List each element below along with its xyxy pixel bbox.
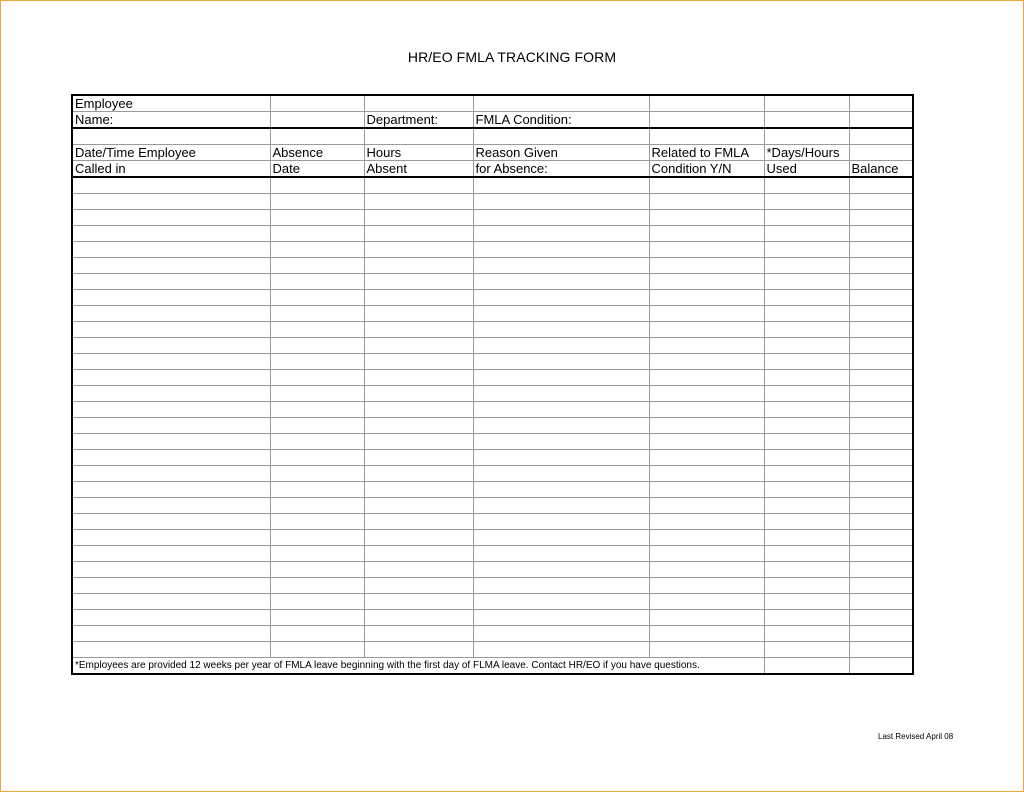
entry-cell[interactable] <box>364 546 473 562</box>
entry-cell[interactable] <box>270 418 364 434</box>
entry-cell[interactable] <box>849 498 913 514</box>
table-row <box>72 242 913 258</box>
entry-cell[interactable] <box>849 242 913 258</box>
header-balance-line1 <box>849 145 913 161</box>
entry-cell[interactable] <box>764 258 849 274</box>
entry-cell[interactable] <box>764 370 849 386</box>
entry-cell[interactable] <box>473 562 649 578</box>
entry-cell[interactable] <box>270 370 364 386</box>
entry-cell[interactable] <box>473 177 649 194</box>
entry-cell[interactable] <box>473 210 649 226</box>
entry-cell[interactable] <box>72 242 270 258</box>
entry-cell[interactable] <box>849 402 913 418</box>
entry-cell[interactable] <box>764 514 849 530</box>
fmla-condition-label: FMLA Condition: <box>473 112 649 129</box>
entry-cell[interactable] <box>849 226 913 242</box>
table-row <box>72 402 913 418</box>
entry-cell[interactable] <box>473 626 649 642</box>
table-row <box>72 306 913 322</box>
entry-cell[interactable] <box>849 322 913 338</box>
entry-cell[interactable] <box>764 338 849 354</box>
entry-cell[interactable] <box>72 514 270 530</box>
entry-cell[interactable] <box>364 466 473 482</box>
table-row <box>72 322 913 338</box>
entry-cell[interactable] <box>72 450 270 466</box>
entry-cell[interactable] <box>849 274 913 290</box>
entry-cell[interactable] <box>72 306 270 322</box>
header-related-line1: Related to FMLA <box>649 145 764 161</box>
entry-cell[interactable] <box>473 482 649 498</box>
entry-cell[interactable] <box>473 194 649 210</box>
entry-cell[interactable] <box>649 338 764 354</box>
entry-cell[interactable] <box>270 482 364 498</box>
entry-cell[interactable] <box>364 177 473 194</box>
entry-cell[interactable] <box>270 338 364 354</box>
entry-cell[interactable] <box>270 642 364 658</box>
table-row <box>72 626 913 642</box>
entry-cell[interactable] <box>270 546 364 562</box>
entry-cell[interactable] <box>72 274 270 290</box>
entry-cell[interactable] <box>270 594 364 610</box>
entry-cell[interactable] <box>364 450 473 466</box>
entry-cell[interactable] <box>764 466 849 482</box>
entry-cell[interactable] <box>364 626 473 642</box>
header-absence-line2: Date <box>270 161 364 178</box>
entry-cell[interactable] <box>649 626 764 642</box>
table-row <box>72 418 913 434</box>
entry-cell[interactable] <box>473 306 649 322</box>
entry-cell[interactable] <box>649 482 764 498</box>
entry-cell[interactable] <box>72 226 270 242</box>
entry-cell[interactable] <box>849 546 913 562</box>
entry-cell[interactable] <box>473 226 649 242</box>
entry-cell[interactable] <box>649 177 764 194</box>
entry-cell[interactable] <box>649 306 764 322</box>
column-header-row-1 <box>72 145 913 161</box>
header-hours-line1: Hours <box>364 145 473 161</box>
entry-cell[interactable] <box>364 322 473 338</box>
entry-cell[interactable] <box>849 290 913 306</box>
entry-cell[interactable] <box>364 354 473 370</box>
entry-cell[interactable] <box>473 354 649 370</box>
entry-cell[interactable] <box>72 434 270 450</box>
table-row <box>72 434 913 450</box>
entry-cell[interactable] <box>764 610 849 626</box>
entry-cell[interactable] <box>849 626 913 642</box>
table-row <box>72 578 913 594</box>
entry-cell[interactable] <box>270 322 364 338</box>
entry-cell[interactable] <box>473 610 649 626</box>
entry-cell[interactable] <box>764 482 849 498</box>
entry-cell[interactable] <box>649 642 764 658</box>
spacer-row <box>72 128 913 145</box>
employee-row-2 <box>72 112 913 129</box>
entry-cell[interactable] <box>649 466 764 482</box>
entry-cell[interactable] <box>649 386 764 402</box>
entry-cell[interactable] <box>649 290 764 306</box>
table-row <box>72 642 913 658</box>
entry-cell[interactable] <box>849 210 913 226</box>
entry-cell[interactable] <box>764 242 849 258</box>
entry-cell[interactable] <box>72 370 270 386</box>
entry-cell[interactable] <box>764 530 849 546</box>
entry-cell[interactable] <box>849 578 913 594</box>
entry-cell[interactable] <box>72 210 270 226</box>
entry-cell[interactable] <box>473 386 649 402</box>
entry-cell[interactable] <box>364 194 473 210</box>
entry-cell[interactable] <box>473 466 649 482</box>
entry-cell[interactable] <box>849 258 913 274</box>
entry-cell[interactable] <box>473 370 649 386</box>
entry-cell[interactable] <box>72 322 270 338</box>
entry-cell[interactable] <box>649 610 764 626</box>
entry-cell[interactable] <box>270 402 364 418</box>
employee-row-1 <box>72 95 913 112</box>
entry-cell[interactable] <box>849 482 913 498</box>
entry-cell[interactable] <box>364 594 473 610</box>
entry-cell[interactable] <box>473 338 649 354</box>
entry-cell[interactable] <box>849 514 913 530</box>
entry-cell[interactable] <box>649 210 764 226</box>
entry-cell[interactable] <box>473 434 649 450</box>
entry-cell[interactable] <box>764 642 849 658</box>
entry-cell[interactable] <box>649 578 764 594</box>
entry-cell[interactable] <box>649 194 764 210</box>
entry-cell[interactable] <box>270 466 364 482</box>
entry-cell[interactable] <box>364 386 473 402</box>
entry-cell[interactable] <box>364 418 473 434</box>
entry-cell[interactable] <box>72 594 270 610</box>
table-row <box>72 370 913 386</box>
entry-cell[interactable] <box>72 338 270 354</box>
entry-cell[interactable] <box>270 626 364 642</box>
entry-cell[interactable] <box>473 546 649 562</box>
entry-cell[interactable] <box>649 370 764 386</box>
entry-cell[interactable] <box>764 210 849 226</box>
entry-cell[interactable] <box>849 177 913 194</box>
entry-cell[interactable] <box>72 402 270 418</box>
entry-cell[interactable] <box>364 482 473 498</box>
employee-label-line1: Employee <box>72 95 270 112</box>
entry-cell[interactable] <box>764 578 849 594</box>
entry-cell[interactable] <box>473 290 649 306</box>
entry-cell[interactable] <box>764 226 849 242</box>
entry-cell[interactable] <box>364 562 473 578</box>
entry-cell[interactable] <box>764 354 849 370</box>
entry-cell[interactable] <box>72 482 270 498</box>
column-header-row-2 <box>72 161 913 178</box>
entry-cell[interactable] <box>270 610 364 626</box>
entry-cell[interactable] <box>849 610 913 626</box>
entry-cell[interactable] <box>649 450 764 466</box>
header-hours-line2: Absent <box>364 161 473 178</box>
table-row <box>72 562 913 578</box>
entry-cell[interactable] <box>270 226 364 242</box>
entry-cell[interactable] <box>72 258 270 274</box>
fmla-tracking-table <box>71 94 914 675</box>
entry-cell[interactable] <box>849 418 913 434</box>
table-row <box>72 594 913 610</box>
entry-cell[interactable] <box>649 258 764 274</box>
entry-cell[interactable] <box>764 418 849 434</box>
table-row <box>72 498 913 514</box>
entry-cell[interactable] <box>364 226 473 242</box>
table-row <box>72 482 913 498</box>
entry-cell[interactable] <box>649 546 764 562</box>
entry-cell[interactable] <box>849 338 913 354</box>
entry-cell[interactable] <box>764 498 849 514</box>
entry-cell[interactable] <box>270 578 364 594</box>
entry-cell[interactable] <box>849 306 913 322</box>
entry-cell[interactable] <box>649 226 764 242</box>
entry-cell[interactable] <box>473 514 649 530</box>
entry-cell[interactable] <box>764 546 849 562</box>
entry-cell[interactable] <box>72 562 270 578</box>
entry-cell[interactable] <box>649 354 764 370</box>
table-row <box>72 450 913 466</box>
entry-cell[interactable] <box>364 370 473 386</box>
entry-cell[interactable] <box>649 594 764 610</box>
entry-cell[interactable] <box>473 594 649 610</box>
entry-cell[interactable] <box>364 498 473 514</box>
entry-cell[interactable] <box>270 242 364 258</box>
entry-cell[interactable] <box>364 434 473 450</box>
table-row <box>72 466 913 482</box>
entry-cell[interactable] <box>764 562 849 578</box>
entry-cell[interactable] <box>649 434 764 450</box>
entry-cell[interactable] <box>849 434 913 450</box>
entry-cell[interactable] <box>72 290 270 306</box>
entry-cell[interactable] <box>364 578 473 594</box>
entry-cell[interactable] <box>649 418 764 434</box>
table-row <box>72 514 913 530</box>
entry-cell[interactable] <box>72 418 270 434</box>
footnote: *Employees are provided 12 weeks per year of FMLA leave beginning with the first day of FLMA leave. Contact HR/EO if you have questions. <box>72 658 764 675</box>
entry-cell[interactable] <box>270 514 364 530</box>
header-balance-line2: Balance <box>849 161 913 178</box>
entry-cell[interactable] <box>764 594 849 610</box>
entry-cell[interactable] <box>764 274 849 290</box>
entry-cell[interactable] <box>364 514 473 530</box>
entry-cell[interactable] <box>473 418 649 434</box>
entry-cell[interactable] <box>764 322 849 338</box>
table-row <box>72 258 913 274</box>
entry-cell[interactable] <box>364 530 473 546</box>
entry-cell[interactable] <box>72 530 270 546</box>
entry-cell[interactable] <box>270 562 364 578</box>
table-row <box>72 274 913 290</box>
entry-cell[interactable] <box>849 370 913 386</box>
entry-cell[interactable] <box>270 434 364 450</box>
entry-cell[interactable] <box>764 194 849 210</box>
entry-cell[interactable] <box>473 578 649 594</box>
entry-cell[interactable] <box>473 322 649 338</box>
form-title: HR/EO FMLA TRACKING FORM <box>407 49 617 65</box>
table-row <box>72 546 913 562</box>
entry-cell[interactable] <box>764 434 849 450</box>
entry-cell[interactable] <box>364 210 473 226</box>
entry-cell[interactable] <box>270 177 364 194</box>
table-row <box>72 194 913 210</box>
entry-cell[interactable] <box>649 242 764 258</box>
entry-cell[interactable] <box>72 386 270 402</box>
entry-cell[interactable] <box>849 386 913 402</box>
entry-cell[interactable] <box>270 306 364 322</box>
entry-cell[interactable] <box>473 642 649 658</box>
header-days-hours-line2: Used <box>764 161 849 178</box>
entry-cell[interactable] <box>649 514 764 530</box>
entry-cell[interactable] <box>364 642 473 658</box>
entry-cell[interactable] <box>849 562 913 578</box>
table-row <box>72 530 913 546</box>
entry-cell[interactable] <box>849 450 913 466</box>
entry-cell[interactable] <box>72 194 270 210</box>
footnote-row <box>72 658 913 675</box>
entry-cell[interactable] <box>270 498 364 514</box>
header-absence-line1: Absence <box>270 145 364 161</box>
header-date-time-line1: Date/Time Employee <box>72 145 270 161</box>
header-reason-line2: for Absence: <box>473 161 649 178</box>
entry-cell[interactable] <box>764 386 849 402</box>
header-reason-line1: Reason Given <box>473 145 649 161</box>
last-revised: Last Revised April 08 <box>878 732 954 741</box>
entry-cell[interactable] <box>764 177 849 194</box>
entry-cell[interactable] <box>364 402 473 418</box>
entry-cell[interactable] <box>849 530 913 546</box>
entry-cell[interactable] <box>849 466 913 482</box>
entry-cell[interactable] <box>72 546 270 562</box>
entry-cell[interactable] <box>473 530 649 546</box>
header-days-hours-line1: *Days/Hours <box>764 145 849 161</box>
entry-cell[interactable] <box>72 626 270 642</box>
entry-cell[interactable] <box>270 274 364 290</box>
table-row <box>72 177 913 194</box>
entry-cell[interactable] <box>849 642 913 658</box>
entry-cell[interactable] <box>364 258 473 274</box>
entry-cell[interactable] <box>764 306 849 322</box>
table-row <box>72 226 913 242</box>
entry-cell[interactable] <box>270 290 364 306</box>
table-row <box>72 338 913 354</box>
table-row <box>72 610 913 626</box>
entry-cell[interactable] <box>473 498 649 514</box>
employee-name-field[interactable] <box>270 112 364 129</box>
entry-cell[interactable] <box>849 194 913 210</box>
entry-cell[interactable] <box>473 258 649 274</box>
entry-cell[interactable] <box>270 354 364 370</box>
entry-cell[interactable] <box>764 450 849 466</box>
entry-cell[interactable] <box>270 210 364 226</box>
entry-cell[interactable] <box>270 450 364 466</box>
entry-cell[interactable] <box>270 530 364 546</box>
entry-cell[interactable] <box>849 354 913 370</box>
entry-cell[interactable] <box>270 258 364 274</box>
entry-cell[interactable] <box>473 274 649 290</box>
entry-cell[interactable] <box>649 402 764 418</box>
fmla-condition-field[interactable] <box>649 112 764 129</box>
entry-cell[interactable] <box>270 194 364 210</box>
entry-cell[interactable] <box>72 466 270 482</box>
entry-cell[interactable] <box>364 338 473 354</box>
entry-cell[interactable] <box>649 562 764 578</box>
entry-cell[interactable] <box>473 242 649 258</box>
entry-cell[interactable] <box>764 402 849 418</box>
entry-cell[interactable] <box>649 274 764 290</box>
entry-cell[interactable] <box>649 530 764 546</box>
entry-cell[interactable] <box>649 498 764 514</box>
table-row <box>72 210 913 226</box>
entry-cell[interactable] <box>364 610 473 626</box>
entry-cell[interactable] <box>764 626 849 642</box>
entry-cell[interactable] <box>649 322 764 338</box>
entry-cell[interactable] <box>72 642 270 658</box>
entry-cell[interactable] <box>72 610 270 626</box>
header-related-line2: Condition Y/N <box>649 161 764 178</box>
entry-cell[interactable] <box>72 177 270 194</box>
header-date-time-line2: Called in <box>72 161 270 178</box>
employee-label-line2: Name: <box>72 112 270 129</box>
table-row <box>72 386 913 402</box>
entry-cell[interactable] <box>473 402 649 418</box>
entry-cell[interactable] <box>364 306 473 322</box>
entry-cell[interactable] <box>364 274 473 290</box>
entry-cell[interactable] <box>364 290 473 306</box>
table-row <box>72 290 913 306</box>
department-label: Department: <box>364 112 473 129</box>
entry-cell[interactable] <box>72 498 270 514</box>
entry-cell[interactable] <box>764 290 849 306</box>
entry-cell[interactable] <box>72 578 270 594</box>
entry-cell[interactable] <box>849 594 913 610</box>
entry-cell[interactable] <box>364 242 473 258</box>
table-row <box>72 354 913 370</box>
entry-cell[interactable] <box>72 354 270 370</box>
entry-cell[interactable] <box>270 386 364 402</box>
entry-cell[interactable] <box>473 450 649 466</box>
